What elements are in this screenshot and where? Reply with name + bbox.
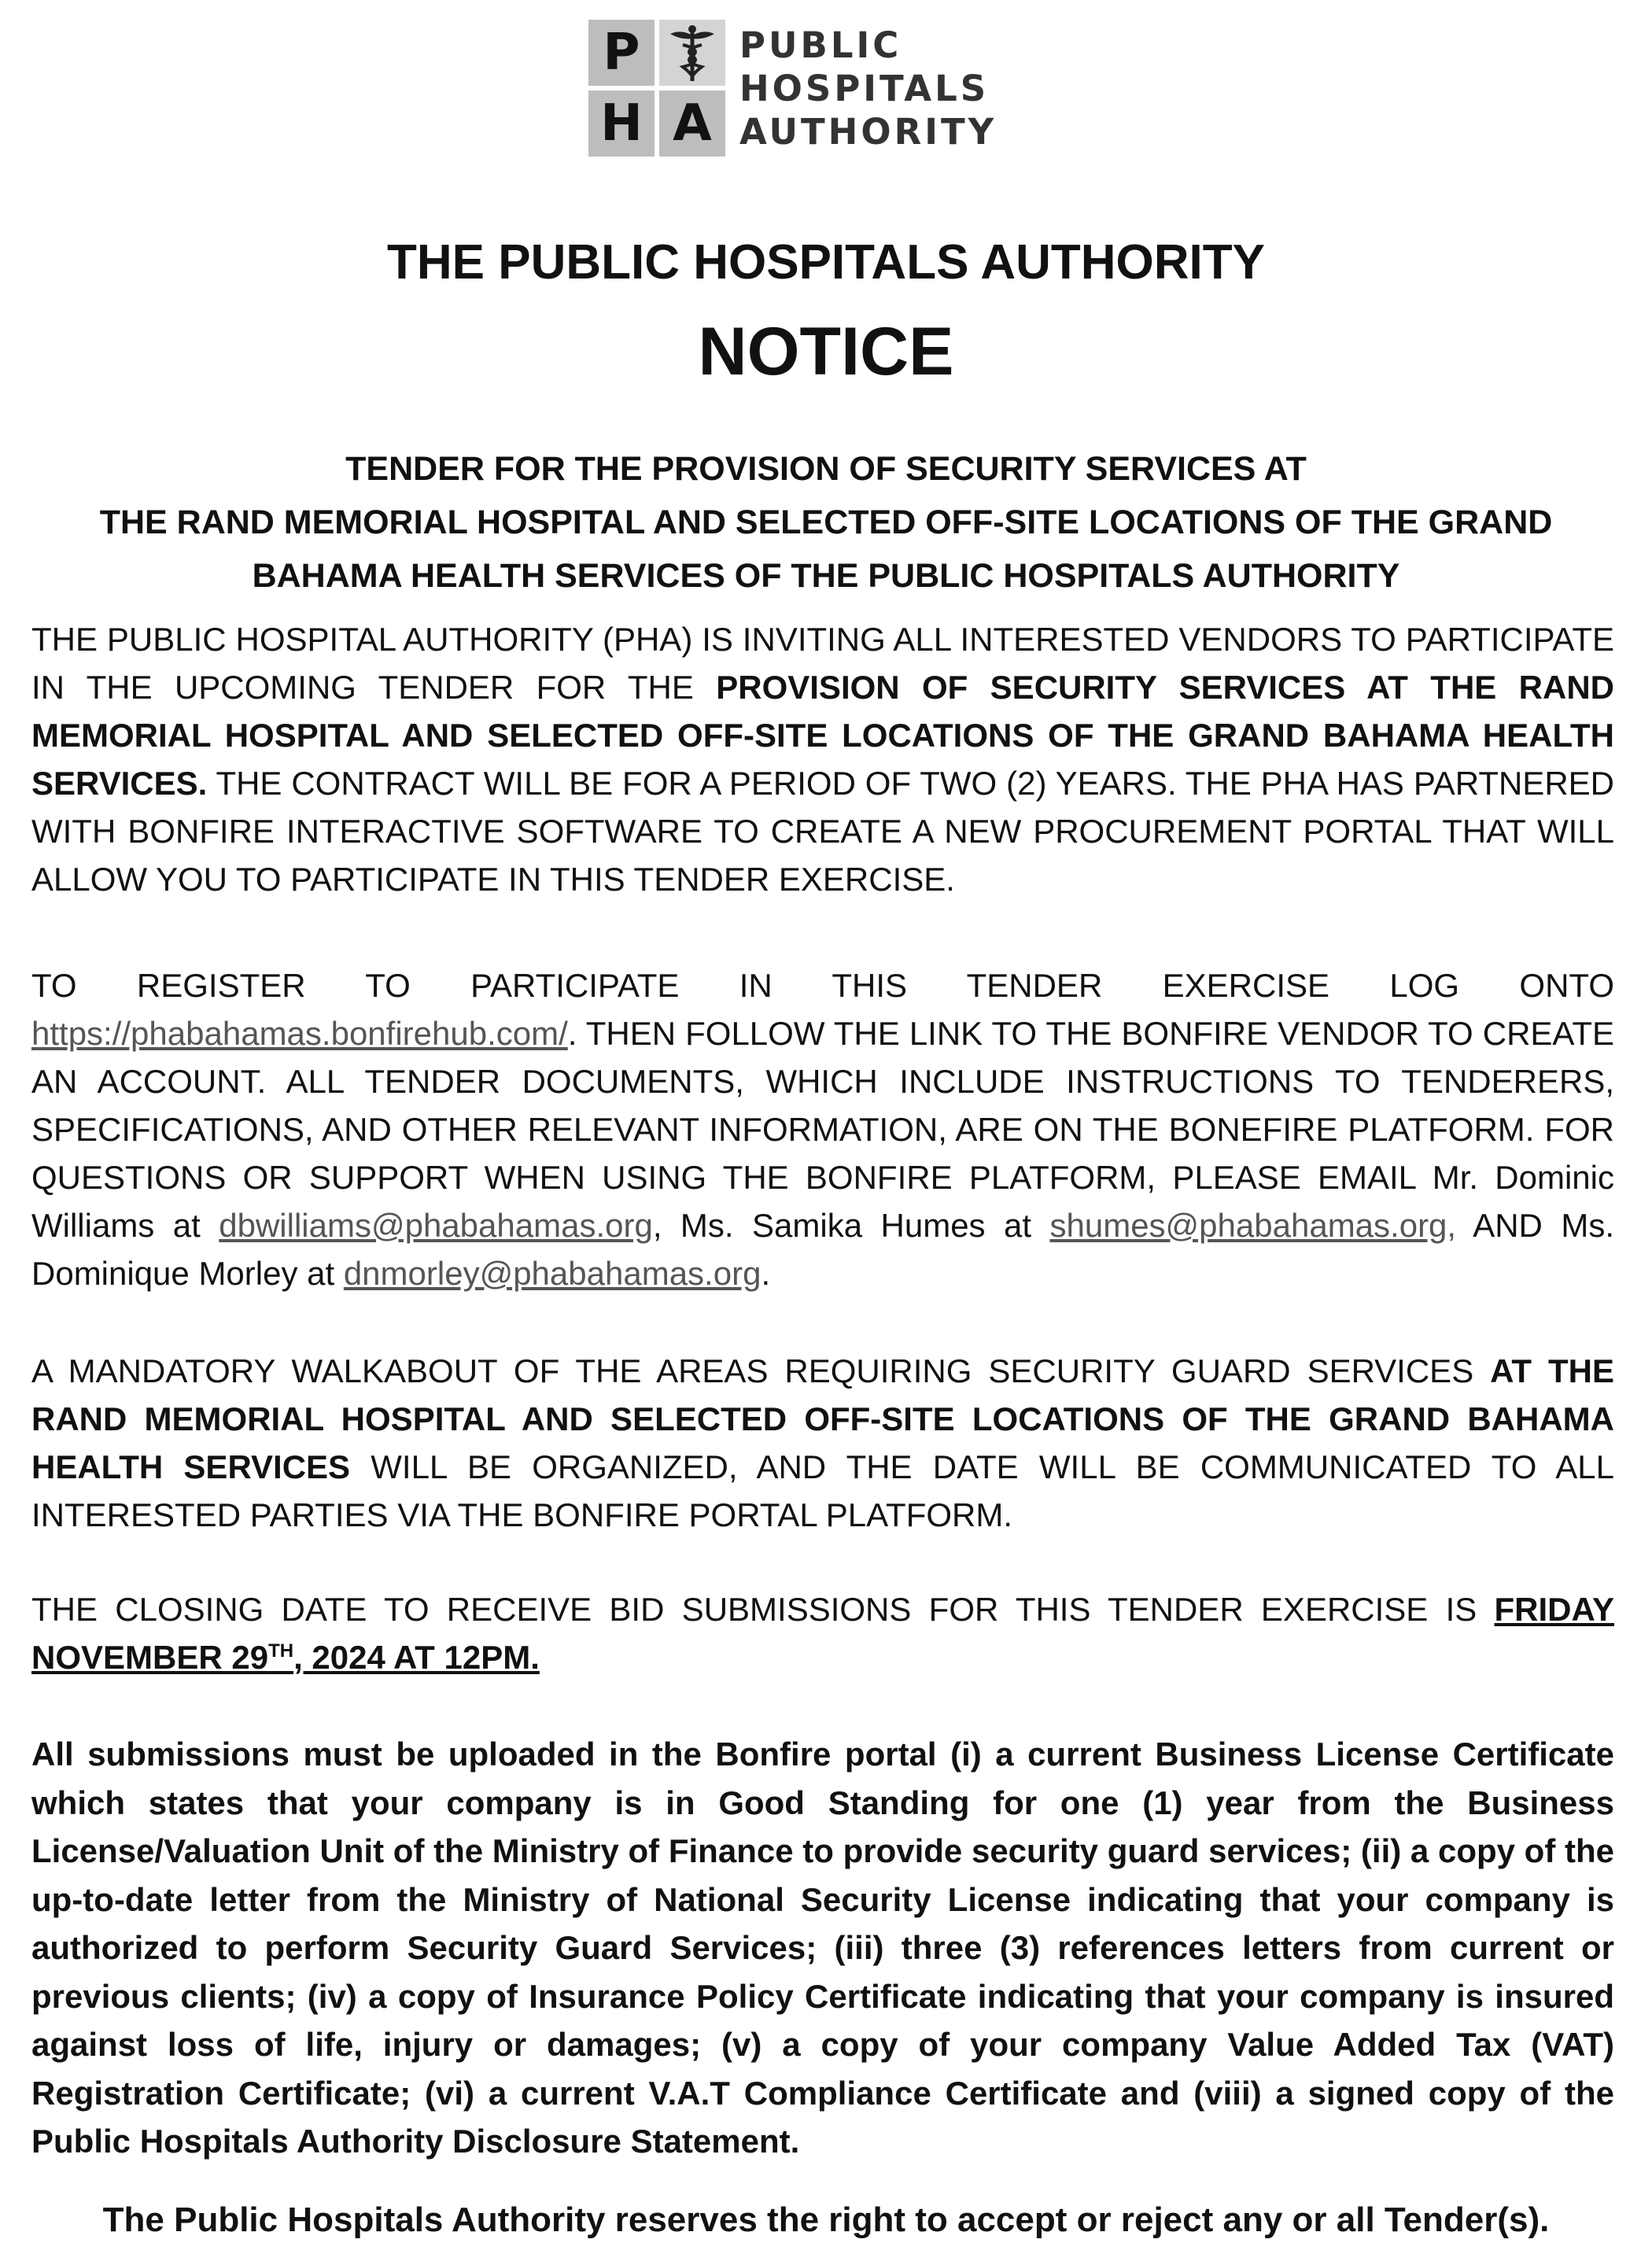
email-link-dnmorley[interactable]: dnmorley@phabahamas.org: [343, 1255, 761, 1292]
walkabout-text-a: A MANDATORY WALKABOUT OF THE AREAS REQUIRING SECURITY GUARD SERVICES: [31, 1352, 1491, 1389]
tender-heading: [31, 442, 1621, 603]
walkabout-text-c: WILL BE ORGANIZED, AND THE DATE WILL BE COMMUNICATED TO ALL INTERESTED PARTIES VIA THE BONFIRE PORTAL PLATFORM.: [31, 1448, 1614, 1533]
invitation-text-c: THE CONTRACT WILL BE FOR A PERIOD OF TWO (2) YEARS. THE PHA HAS PARTNERED WITH BONFIRE INTERACTIVE SOFTWARE TO CREATE A NEW PROCUREMENT PORTAL THAT WILL ALLOW YOU TO PARTICIPATE IN THIS TENDER EXERCISE.: [31, 765, 1614, 898]
registration-text-e: .: [761, 1255, 771, 1292]
invitation-paragraph: [31, 615, 1614, 903]
email-link-dbwilliams[interactable]: dbwilliams@phabahamas.org: [219, 1207, 653, 1244]
closing-date-text: THE CLOSING DATE TO RECEIVE BID SUBMISSIONS FOR THIS TENDER EXERCISE IS: [31, 1591, 1495, 1628]
logo-wordmark: [739, 24, 997, 153]
tender-heading-line-2: THE RAND MEMORIAL HOSPITAL AND SELECTED OFF-SITE LOCATIONS OF THE GRAND: [99, 504, 1553, 541]
notice-heading: NOTICE: [698, 314, 954, 389]
tender-heading-line-1: TENDER FOR THE PROVISION OF SECURITY SERVICES AT: [345, 450, 1307, 488]
logo-line-hospitals: HOSPITALS: [739, 67, 990, 109]
logo-monogram: [588, 20, 725, 157]
registration-text-d: AND Ms. Dominique Morley at: [31, 1207, 1614, 1292]
email-link-shumes[interactable]: shumes@phabahamas.org,: [1049, 1207, 1457, 1244]
closing-date-ordinal: TH: [268, 1640, 294, 1662]
pha-logo: [588, 19, 1029, 157]
registration-paragraph: [31, 961, 1614, 1297]
bonfire-portal-link[interactable]: https://phabahamas.bonfirehub.com/: [31, 1015, 568, 1052]
walkabout-text-bold: AT THE RAND MEMORIAL HOSPITAL AND SELECTED OFF-SITE LOCATIONS OF THE GRAND BAHAMA HEALTH SERVICES: [31, 1352, 1614, 1485]
invitation-text-a: THE PUBLIC HOSPITAL AUTHORITY (PHA) IS INVITING ALL INTERESTED VENDORS TO PARTICIPATE IN THE UPCOMING TENDER FOR THE: [31, 621, 1614, 706]
closing-date-day: FRIDAY NOVEMBER 29: [31, 1591, 1614, 1676]
registration-text-a: TO REGISTER TO PARTICIPATE IN THIS TENDER EXERCISE LOG ONTO: [31, 967, 1614, 1004]
logo-letter-p: P: [588, 20, 655, 86]
page-title: THE PUBLIC HOSPITALS AUTHORITY: [387, 235, 1265, 290]
tender-heading-line-3: BAHAMA HEALTH SERVICES OF THE PUBLIC HOSPITALS AUTHORITY: [252, 557, 1400, 595]
registration-text-b: . THEN FOLLOW THE LINK TO THE BONFIRE VENDOR TO CREATE AN ACCOUNT. ALL TENDER DOCUMENTS, WHICH INCLUDE INSTRUCTIONS TO TENDERERS, SPECIFICATIONS, AND OTHER RELEVANT INFORMATION, ARE ON THE BONEFIRE PLATFORM. FOR QUESTIONS OR SUPPORT WHEN USING THE BONFIRE PLATFORM, PLEASE EMAIL Mr. Dominic Williams at: [31, 1015, 1614, 1244]
reservation-statement: The Public Hospitals Authority reserves the right to accept or reject any or all Tender(s).: [102, 2201, 1550, 2239]
logo-line-authority: AUTHORITY: [739, 110, 997, 153]
closing-date-paragraph: [31, 1585, 1614, 1681]
closing-date-year-time: , 2024 AT 12PM.: [293, 1639, 540, 1676]
caduceus-icon: [659, 20, 725, 86]
logo-letter-h: H: [588, 90, 655, 157]
logo-letter-a: A: [659, 90, 725, 157]
registration-text-c: , Ms. Samika Humes at: [652, 1207, 1050, 1244]
logo-line-public: PUBLIC: [739, 24, 902, 66]
invitation-text-bold: PROVISION OF SECURITY SERVICES AT THE RAND MEMORIAL HOSPITAL AND SELECTED OFF-SITE LOCATIONS OF THE GRAND BAHAMA HEALTH SERVICES.: [31, 669, 1614, 802]
walkabout-paragraph: [31, 1347, 1614, 1539]
submission-requirements-paragraph: All submissions must be uploaded in the Bonfire portal (i) a current Business License Certificate which states that your company is in Good Standing for one (1) year from the Business License/Valuation Unit of the Ministry of Finance to provide security guard services; (ii) a copy of the up-to-date letter from the Ministry of National Security License indicating that your company is authorized to perform Security Guard Services; (iii) three (3) references letters from current or previous clients; (iv) a copy of Insurance Policy Certificate indicating that your company is insured against loss of life, injury or damages; (v) a copy of your company Value Added Tax (VAT) Registration Certificate; (vi) a current V.A.T Compliance Certificate and (viii) a signed copy of the Public Hospitals Authority Disclosure Statement.: [31, 1736, 1614, 2160]
